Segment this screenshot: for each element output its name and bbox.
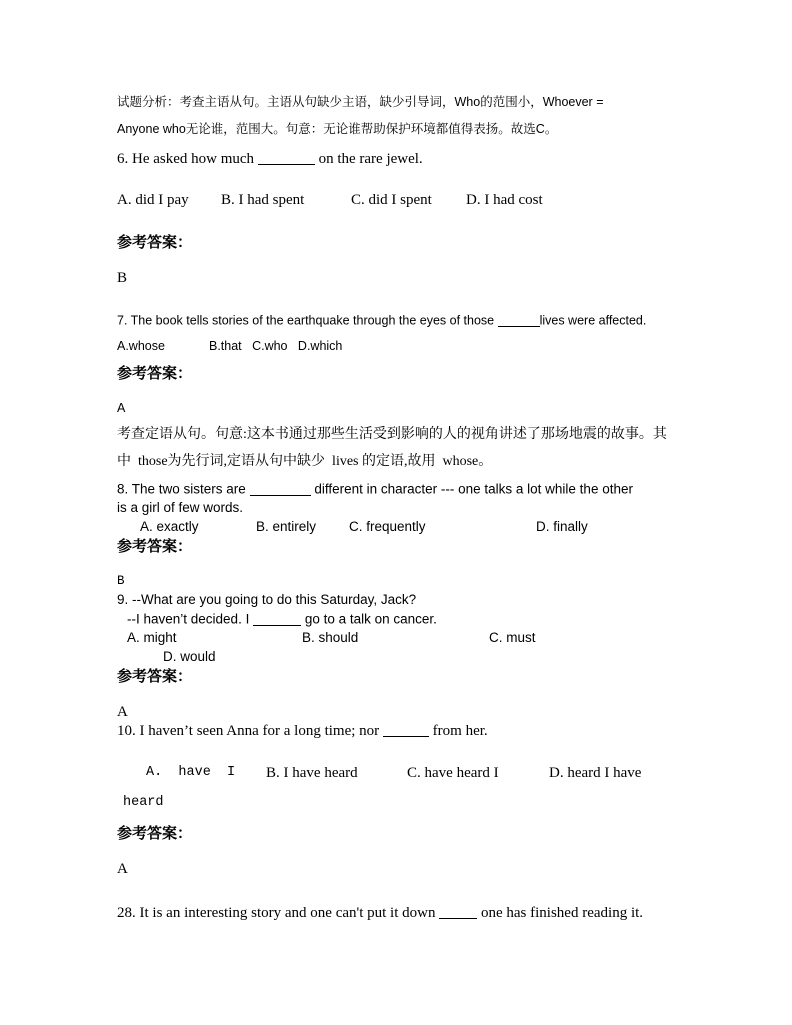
question-6-stem: [117, 149, 423, 168]
question-7-stem: [117, 313, 646, 329]
answer-label: 参考答案：: [117, 235, 193, 251]
question-8-stem: [117, 481, 633, 498]
q10-option-d: D. heard I have: [549, 765, 642, 781]
q10-answer: A: [117, 861, 128, 877]
answer-blank: [383, 721, 429, 737]
stem-text-after: different in character --- one talks a lot while the other: [310, 481, 633, 497]
question-28-stem: [117, 903, 643, 922]
answer-label: 参考答案：: [117, 366, 193, 382]
q6-option-b: B. I had spent: [221, 192, 305, 208]
answer-label: 参考答案：: [117, 539, 193, 555]
q7-answer: A: [117, 401, 126, 415]
question-9-line-1: 9. --What are you going to do this Saturday, Jack?: [117, 592, 417, 607]
stem-text-after: on the rare jewel.: [314, 150, 423, 167]
q7-option-a: A.whose: [117, 339, 165, 353]
answer-blank: [250, 481, 311, 496]
q8-answer: B: [117, 574, 125, 588]
q9-option-a: A. might: [127, 630, 177, 645]
stem-text-before: 6. He asked how much: [117, 150, 258, 167]
q9-answer: A: [117, 704, 128, 720]
analysis-line-2: Anyone who无论谁，范围大。句意：无论谁帮助保护环境都值得表扬。故选C。: [117, 122, 558, 136]
answer-blank: [253, 611, 301, 626]
stem-text-after: lives were affected.: [539, 313, 647, 328]
stem-text-after: one has finished reading it.: [477, 904, 644, 921]
question-10-stem: [117, 721, 488, 740]
stem-text-after: go to a talk on cancer.: [301, 611, 437, 627]
answer-blank: [498, 313, 540, 327]
q8-option-d: D. finally: [536, 519, 588, 534]
q6-answer: B: [117, 270, 128, 286]
q10-option-a: A. have I: [146, 765, 236, 780]
q8-option-b: B. entirely: [256, 519, 317, 534]
q9-option-d: D. would: [163, 649, 216, 664]
stem-text-after: from her.: [428, 722, 488, 739]
stem-text-before: 10. I haven’t seen Anna for a long time; nor: [117, 722, 383, 739]
answer-label: 参考答案：: [117, 826, 193, 842]
q7-explanation-2: 中 those为先行词,定语从句中缺少 lives 的定语,故用 whose。: [117, 454, 493, 469]
q8-option-c: C. frequently: [349, 519, 426, 534]
q10-option-b: B. I have heard: [266, 765, 358, 781]
question-8-stem-line-2: is a girl of few words.: [117, 500, 244, 515]
q10-option-d-continued: heard: [123, 795, 164, 810]
stem-text-before: 28. It is an interesting story and one can't put it down: [117, 904, 440, 921]
stem-text-before: --I haven’t decided. I: [127, 611, 254, 627]
q10-option-c: C. have heard I: [407, 765, 499, 781]
analysis-line-1: 试题分析：考查主语从句。主语从句缺少主语，缺少引导词，Who的范围小，Whoever =: [117, 95, 604, 109]
question-9-line-2: [127, 611, 437, 628]
q9-option-b: B. should: [302, 630, 359, 645]
q6-option-c: C. did I spent: [351, 192, 432, 208]
answer-blank: [258, 149, 315, 165]
q8-option-a: A. exactly: [140, 519, 199, 534]
stem-text-before: 7. The book tells stories of the earthquake through the eyes of those: [117, 313, 498, 328]
q6-option-a: A. did I pay: [117, 192, 189, 208]
q7-explanation-1: 考查定语从句。句意:这本书通过那些生活受到影响的人的视角讲述了那场地震的故事。其: [117, 427, 667, 442]
q6-option-d: D. I had cost: [466, 192, 543, 208]
answer-label: 参考答案：: [117, 669, 193, 685]
q9-option-c: C. must: [489, 630, 536, 645]
q7-options-bcd: B.that C.who D.which: [209, 339, 343, 353]
stem-text-before: 8. The two sisters are: [117, 481, 250, 497]
answer-blank: [439, 903, 477, 919]
